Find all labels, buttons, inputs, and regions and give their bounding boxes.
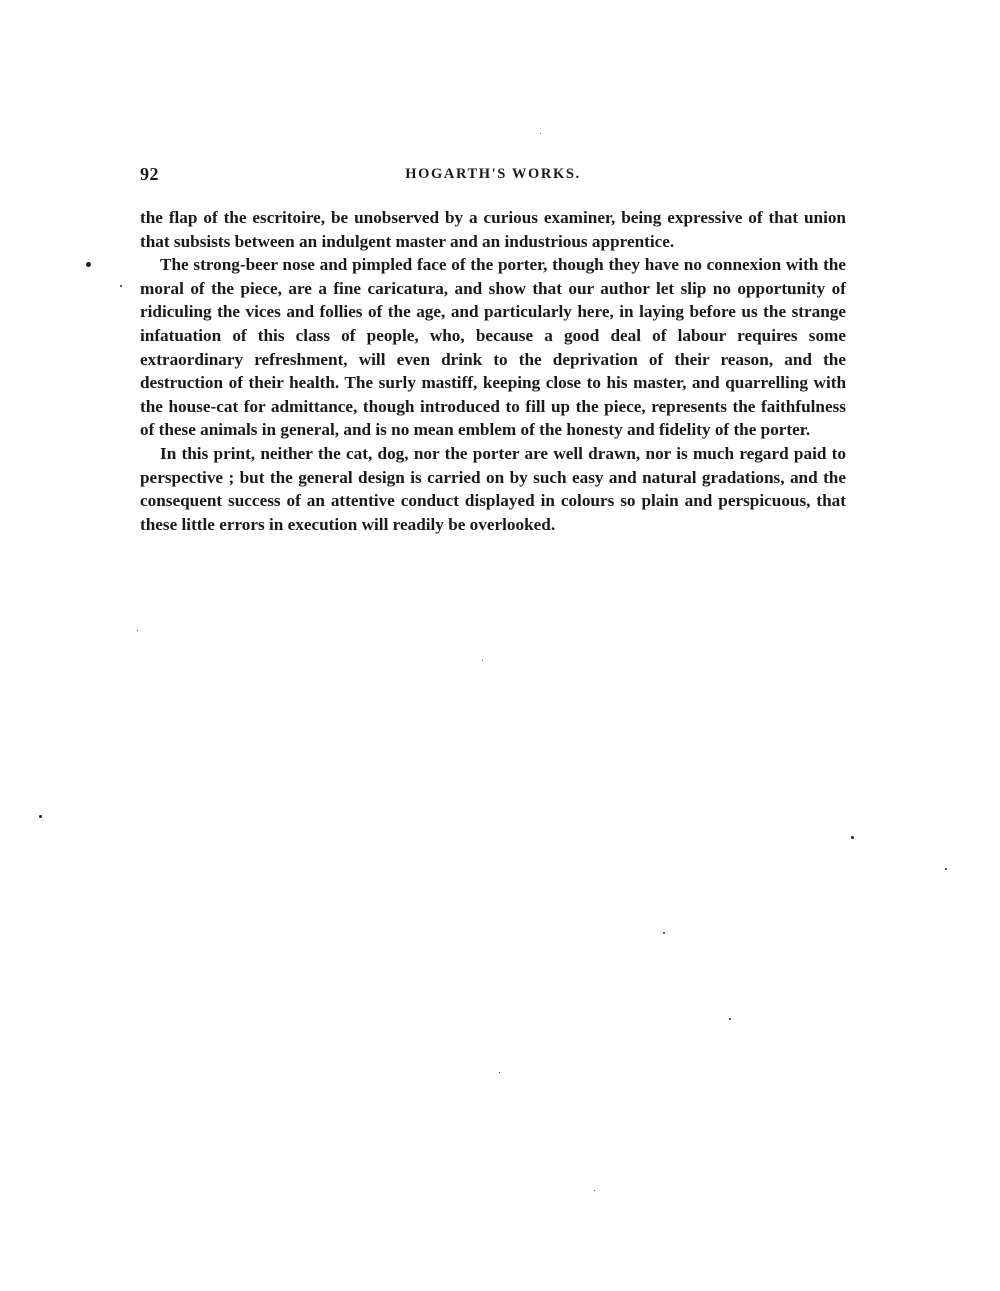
scan-speck bbox=[945, 868, 947, 870]
scan-speck bbox=[120, 285, 122, 287]
paragraph-continuation: the flap of the escritoire, be unobserved by a curious examiner, being expressive of that union that subsists between an indulgent master and an industrious apprentice. bbox=[140, 208, 846, 251]
page-number: 92 bbox=[140, 164, 159, 184]
body-text bbox=[140, 206, 846, 536]
scan-speck bbox=[594, 1190, 595, 1191]
running-title: HOGARTH'S WORKS. bbox=[405, 166, 581, 182]
scan-speck bbox=[482, 660, 483, 661]
scan-speck bbox=[729, 1018, 731, 1020]
running-head bbox=[140, 164, 846, 188]
scan-speck bbox=[39, 815, 42, 818]
scan-speck bbox=[540, 133, 541, 134]
scan-speck bbox=[851, 836, 854, 839]
scan-speck bbox=[86, 262, 91, 267]
paragraph-conclusion: In this print, neither the cat, dog, nor the porter are well drawn, nor is much regard paid to perspective ; but the general design is carried on by such easy and natural gradations, and the consequent success of an attentive conduct displayed in colours so plain and perspicuous, that these little errors in execution will readily be overlooked. bbox=[140, 443, 846, 534]
scan-speck bbox=[499, 1072, 500, 1073]
scan-speck bbox=[663, 932, 665, 934]
scan-speck bbox=[137, 630, 138, 631]
paragraph-porter: The strong-beer nose and pimpled face of the porter, though they have no connexion with the moral of the piece, are a fine caricatura, and show that our author let slip no opportunity of ridiculing the vices and follies of the age, and particularly here, in laying before us the strange infatuation of this class of people, who, because a good deal of labour requires some extraordinary refreshment, will even drink to the deprivation of their reason, and the destruction of their health. The surly mastiff, keeping close to his master, and quarrelling with the house-cat for admittance, though introduced to fill up the piece, represents the faithfulness of these animals in general, and is no mean emblem of the honesty and fidelity of the porter. bbox=[140, 255, 846, 440]
